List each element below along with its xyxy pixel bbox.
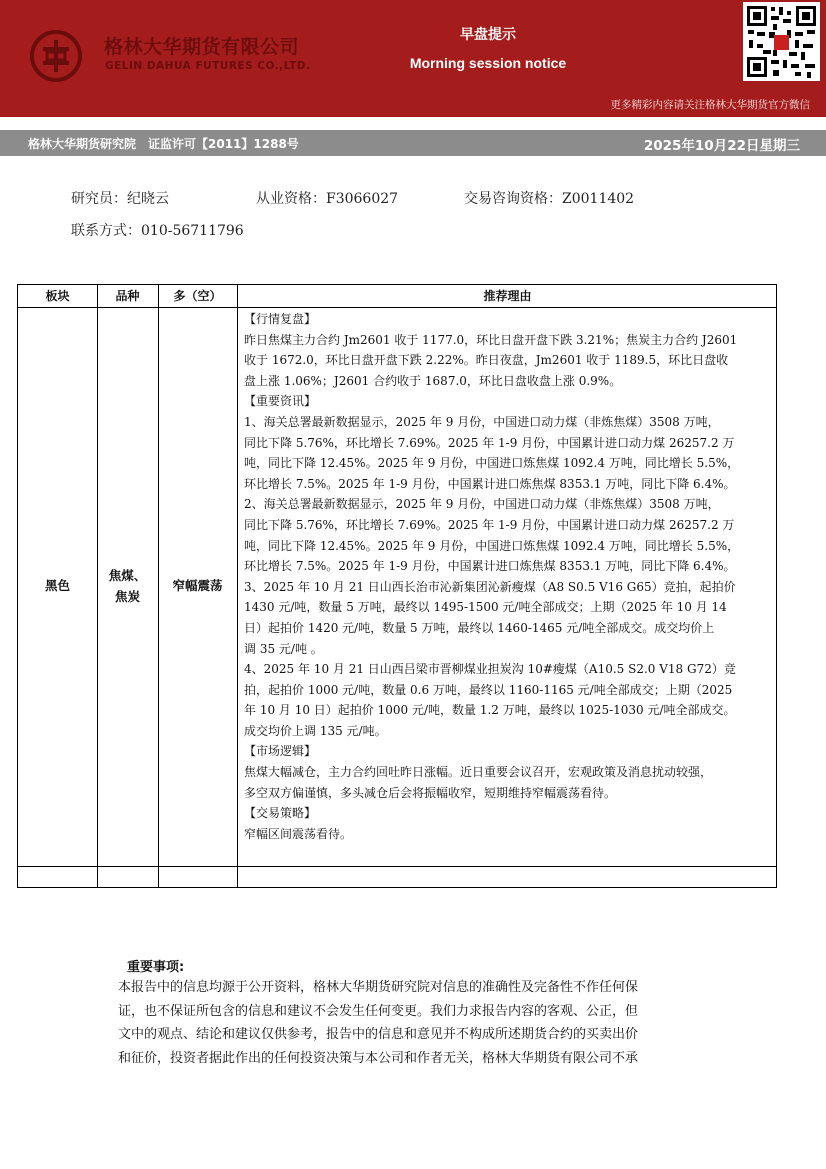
report-date: 2025年10月22日星期三	[643, 138, 800, 154]
company-logo-icon	[30, 30, 82, 82]
report-title-en: Morning session notice	[409, 55, 567, 71]
reason-line: 同比下降 5.76%，环比增长 7.69%。2025 年 1-9 月份，中国累计进口动力煤 26257.2 万	[244, 517, 735, 532]
company-name-cn: 格林大华期货有限公司	[104, 36, 300, 58]
reason-line: 调 35 元/吨 。	[244, 641, 323, 656]
column-header-sector: 板块	[45, 289, 70, 303]
variety-line: 焦煤、	[108, 568, 147, 583]
reason-line: 吨，同比下降 12.45%。2025 年 9 月份，中国进口炼焦煤 1092.4 万吨，同比增长 5.5%，	[244, 456, 740, 471]
advisory-qualification: 交易咨询资格：Z0011402	[464, 191, 635, 207]
reason-line: 环比增长 7.5%。2025 年 1-9 月份，中国累计进口炼焦煤 8353.1 万吨，同比下降 6.4%。	[244, 476, 736, 491]
reason-line: 收于 1672.0，环比日盘开盘下跌 2.22%。昨日夜盘，Jm2601 收于 1189.5，环比日盘收	[244, 353, 729, 368]
reason-line: 拍，起拍价 1000 元/吨，数量 0.6 万吨，最终以 1160-1165 元/吨全部成交；上期（2025	[244, 682, 733, 697]
reason-cell	[244, 309, 774, 844]
header-divider	[18, 307, 776, 308]
disclaimer-line: 证，也不保证所包含的信息和建议不会发生任何变更。我们力求报告内容的客观、公正，但	[118, 1003, 639, 1019]
researcher-name: 研究员：纪晓云	[71, 191, 169, 207]
reason-line: 3、2025 年 10 月 21 日山西长治市沁新集团沁新瘦煤（A8 S0.5 V16 G65）竞拍，起拍价	[244, 579, 736, 594]
disclaimer-line: 本报告中的信息均源于公开资料，格林大华期货研究院对信息的准确性及完备性不作任何保	[118, 980, 639, 995]
institute-license: 格林大华期货研究院 证监许可【2011】1288号	[28, 137, 299, 151]
reason-line: 1430 元/吨，数量 5 万吨，最终以 1495-1500 元/吨全部成交；上期（2025 年 10 月 14	[244, 600, 727, 615]
variety-line: 焦炭	[114, 589, 140, 604]
reason-line: 盘上涨 1.06%；J2601 合约收于 1687.0，环比日盘收盘上涨 0.9%。	[244, 373, 622, 388]
column-header-reason: 推荐理由	[483, 289, 532, 303]
variety-cell	[97, 565, 158, 607]
report-title-cn: 早盘提示	[460, 27, 516, 43]
disclaimer-text	[118, 976, 708, 1070]
notes-title: 重要事项:	[127, 960, 185, 975]
wechat-qr-code-icon	[743, 2, 820, 81]
reason-line: 同比下降 5.76%，环比增长 7.69%。2025 年 1-9 月份，中国累计进口动力煤 26257.2 万	[244, 435, 735, 450]
reason-line: 4、2025 年 10 月 21 日山西吕梁市晋柳煤业担炭沟 10#瘦煤（A10.5 S2.0 V18 G72）竞	[244, 662, 736, 677]
column-divider	[237, 285, 238, 887]
reason-line: 昨日焦煤主力合约 Jm2601 收于 1177.0，环比日盘开盘下跌 3.21%；焦炭主力合约 J2601	[244, 332, 738, 347]
reason-line: 焦煤大幅减仓，主力合约回吐昨日涨幅。近日重要会议召开，宏观政策及消息扰动较强，	[244, 765, 713, 780]
row-divider	[18, 866, 776, 867]
direction-cell: 窄幅震荡	[172, 578, 223, 593]
researcher-qualification: 从业资格：F3066027	[256, 191, 399, 207]
reason-line: 年 10 月 10 日）起拍价 1000 元/吨，数量 1.2 万吨，最终以 1025-1030 元/吨全部成交。	[244, 703, 736, 718]
column-header-variety: 品种	[115, 289, 140, 303]
reason-line: 吨，同比下降 12.45%。2025 年 9 月份，中国进口炼焦煤 1092.4 万吨，同比增长 5.5%，	[244, 538, 740, 553]
reason-line: 1、海关总署最新数据显示，2025 年 9 月份，中国进口动力煤（非炼焦煤）3508 万吨，	[244, 414, 720, 429]
contact-info: 联系方式：010-56711796	[71, 223, 244, 239]
reason-line: 【市场逻辑】	[244, 744, 317, 759]
sector-cell: 黑色	[44, 578, 70, 593]
disclaimer-line: 和征价，投资者据此作出的任何投资决策与本公司和作者无关，格林大华期货有限公司不承	[118, 1050, 639, 1066]
header-band	[0, 0, 826, 117]
reason-line: 窄幅区间震荡看待。	[244, 826, 353, 841]
column-header-direction: 多（空）	[173, 289, 222, 303]
reason-line: 多空双方偏谨慎，多头减仓后会将振幅收窄，短期维持窄幅震荡看待。	[244, 785, 617, 800]
reason-line: 成交均价上调 135 元/吨。	[244, 723, 387, 738]
institute-bar	[0, 130, 826, 156]
reason-line: 【行情复盘】	[244, 312, 317, 326]
reason-line: 【交易策略】	[244, 806, 317, 821]
company-name-en: GELIN DAHUA FUTURES CO.,LTD.	[105, 60, 311, 72]
recommendation-table	[17, 284, 777, 888]
reason-line: 【重要资讯】	[244, 394, 317, 409]
reason-line: 日）起拍价 1420 元/吨，数量 5 万吨，最终以 1460-1465 元/吨全部成交。成交均价上	[244, 620, 715, 635]
reason-line: 环比增长 7.5%。2025 年 1-9 月份，中国累计进口炼焦煤 8353.1 万吨，同比下降 6.4%。	[244, 559, 736, 574]
disclaimer-line: 文中的观点、结论和建议仅供参考，报告中的信息和意见并不构成所述期货合约的买卖出价	[118, 1027, 639, 1042]
wechat-follow-note: 更多精彩内容请关注格林大华期货官方微信	[610, 99, 810, 111]
reason-line: 2、海关总署最新数据显示，2025 年 9 月份，中国进口动力煤（非炼焦煤）3508 万吨，	[244, 497, 720, 512]
